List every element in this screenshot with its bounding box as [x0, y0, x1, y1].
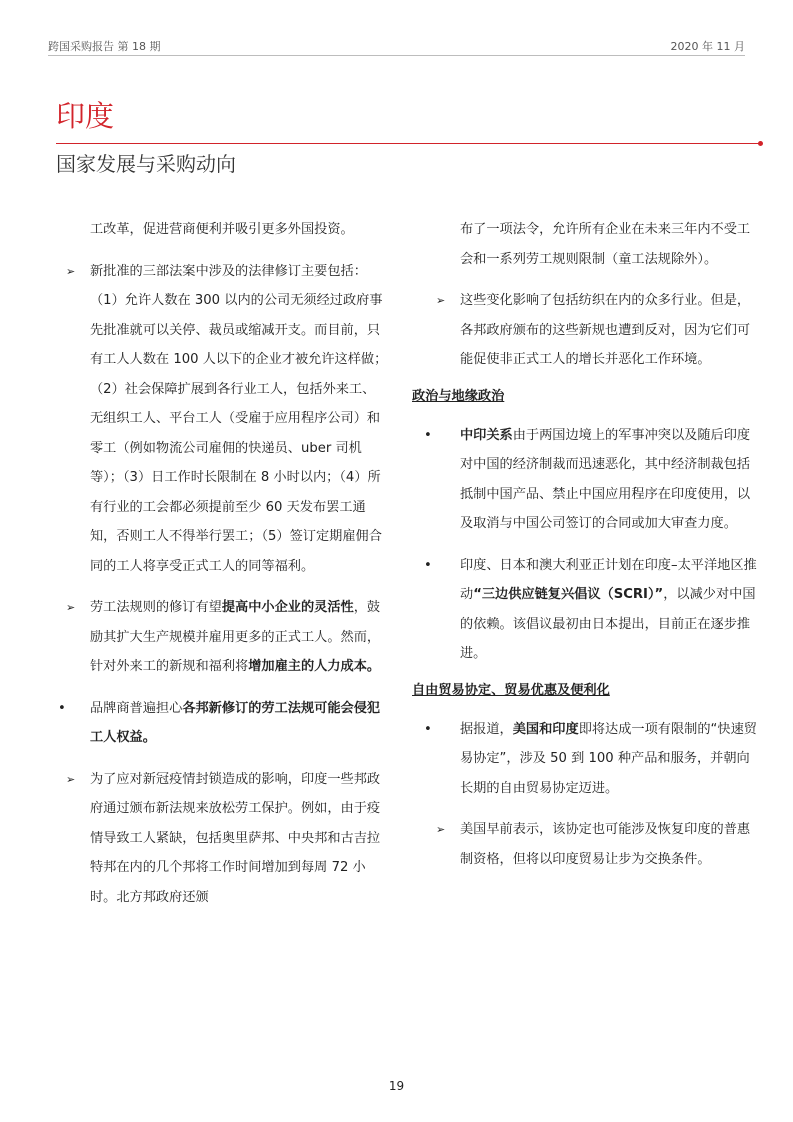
- header-report-title: 跨国采购报告 第 18 期: [48, 40, 161, 53]
- list-item: [412, 815, 758, 874]
- left-column: [46, 215, 388, 924]
- list-item: [412, 421, 758, 539]
- right-column: [412, 215, 758, 886]
- bullet-icon: •: [424, 427, 432, 443]
- list-item-text: 品牌商普遍担心各邦新修订的劳工法规可能会侵犯工人权益。: [90, 700, 381, 745]
- list-item-text: 这些变化影响了包括纺织在内的众多行业。但是，各邦政府颁布的这些新规也遭到反对，因为它们可能促使非正式工人的增长并恶化工作环境。: [460, 293, 751, 367]
- arrow-bullet-icon: ➢: [66, 264, 76, 278]
- list-item-text: 劳工法规则的修订有望提高中小企业的灵活性，鼓励其扩大生产规模并雇用更多的正式工人。然而，针对外来工的新规和福利将增加雇主的人力成本。: [90, 600, 381, 674]
- bullet-icon: •: [424, 721, 432, 737]
- list-item: [412, 286, 758, 375]
- page-number: 19: [388, 1079, 405, 1093]
- arrow-bullet-icon: ➢: [436, 294, 446, 307]
- header-date: 2020 年 11 月: [670, 40, 745, 53]
- page-subtitle: 国家发展与采购动向: [56, 152, 236, 176]
- list-item: [46, 257, 388, 582]
- arrow-bullet-icon: ➢: [436, 823, 446, 836]
- bullet-icon: •: [424, 557, 432, 573]
- list-item: [46, 765, 388, 913]
- title-rule-dot: [758, 141, 763, 146]
- continued-paragraph: 工改革，促进营商便利并吸引更多外国投资。: [90, 222, 354, 237]
- list-item: [412, 551, 758, 669]
- list-item-text: 美国早前表示，该协定也可能涉及恢复印度的普惠制资格，但将以印度贸易让步为交换条件。: [460, 822, 751, 867]
- section-heading-politics: 政治与地缘政治: [412, 388, 505, 404]
- list-item-text: 据报道，美国和印度即将达成一项有限制的“快速贸易协定”，涉及 50 到 100 种产品和服务，并朝向长期的自由贸易协定迈进。: [460, 721, 757, 796]
- arrow-bullet-icon: ➢: [66, 772, 76, 786]
- list-item-text: 为了应对新冠疫情封锁造成的影响，印度一些邦政府通过颁布新法规来放松劳工保护。例如，由于疫情导致工人紧缺，包括奥里萨邦、中央邦和古吉拉特邦在内的几个邦将工作时间增加到每周 72 小时。北方邦政府还颁: [90, 771, 381, 905]
- bullet-icon: •: [58, 700, 66, 716]
- arrow-bullet-icon: ➢: [66, 601, 76, 614]
- list-item: [46, 593, 388, 682]
- header-divider: [48, 55, 745, 56]
- list-item: [46, 694, 388, 753]
- list-item-text: 印度、日本和澳大利亚正计划在印度–太平洋地区推动“三边供应链复兴倡议（SCRI）”，以减少对中国的依赖。该倡议最初由日本提出，目前正在逐步推进。: [460, 557, 757, 661]
- list-item: [412, 715, 758, 804]
- list-item-text: 新批准的三部法案中涉及的法律修订主要包括：（1）允许人数在 300 以内的公司无须经过政府事先批准就可以关停、裁员或缩减开支。而目前，只有工人人数在 100 人以下的企业才被允许这样做；（2）社会保障扩展到各行业工人，包括外来工、无组织工人、平台工人（受雇于应用程序公司）和零工（例如物流公司雇佣的快递员、uber 司机等）；（3）日工作时长限制在 8 小时以内；（4）所有行业的工会都必须提前至少 60 天发布罢工通知，否则工人不得举行罢工；（5）签订定期雇佣合同的工人将享受正式工人的同等福利。: [90, 263, 388, 574]
- title-rule: [56, 143, 761, 144]
- continued-paragraph: 布了一项法令，允许所有企业在未来三年内不受工会和一系列劳工规则限制（童工法规除外）。: [460, 222, 751, 267]
- section-heading-trade: 自由贸易协定、贸易优惠及便利化: [412, 682, 610, 698]
- list-item-text: 中印关系由于两国边境上的军事冲突以及随后印度对中国的经济制裁而迅速恶化，其中经济制裁包括抵制中国产品、禁止中国应用程序在印度使用，以及取消与中国公司签订的合同或加大审查力度。: [460, 427, 751, 531]
- page-title: 印度: [56, 99, 115, 133]
